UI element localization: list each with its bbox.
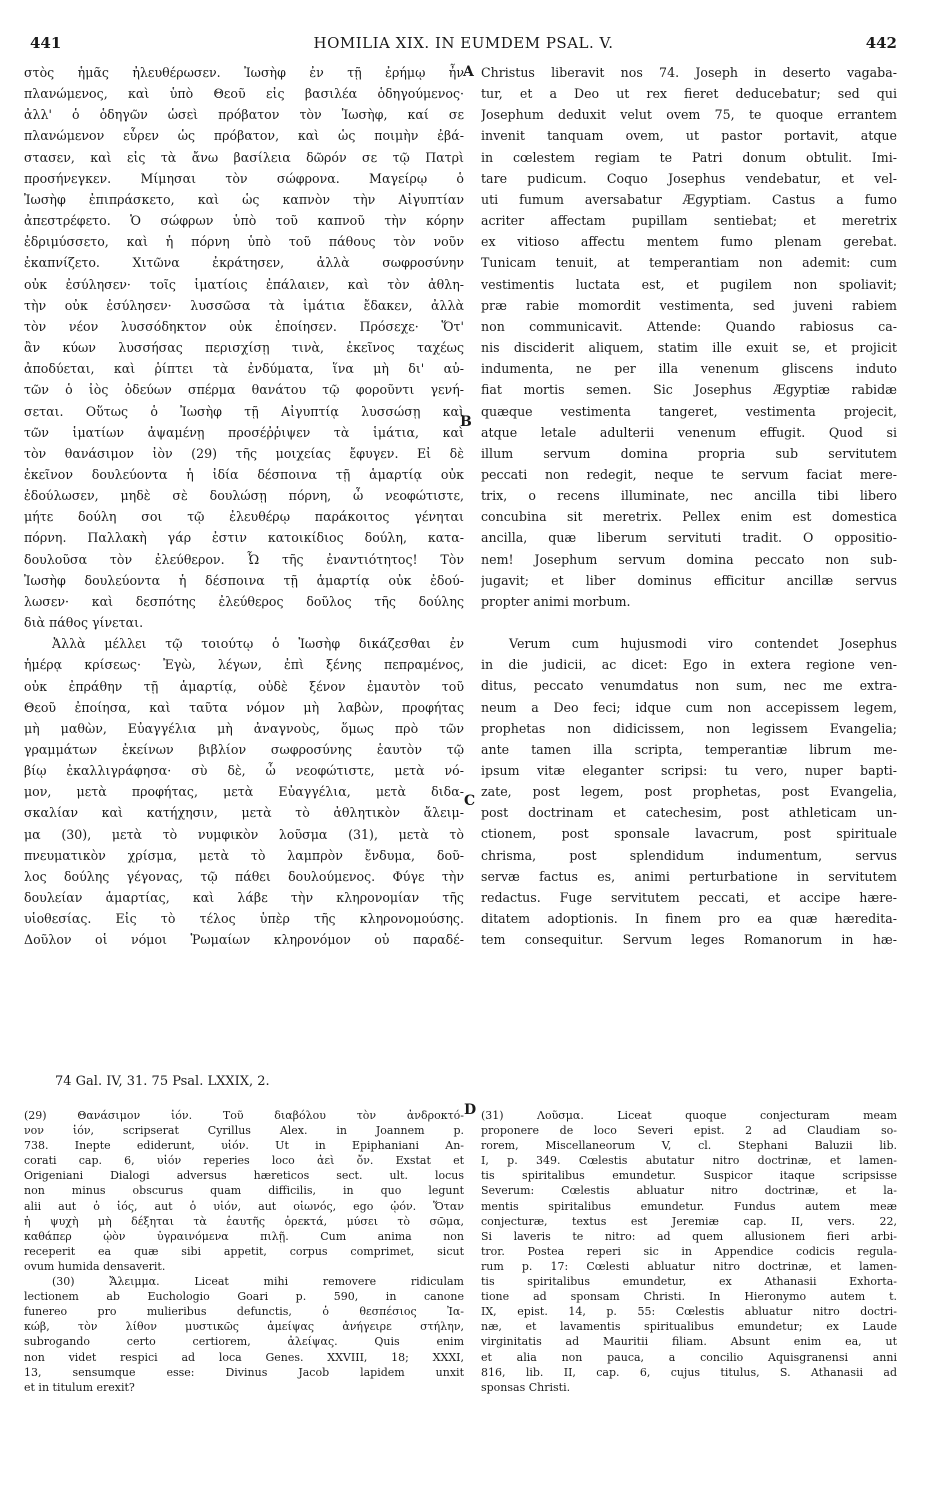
text-line: δουλείαν ἁμαρτίας, καὶ λάβε τὴν κληρονομίαν τῆς <box>24 890 464 906</box>
text-line: Δοῦλον οἱ νόμοι Ῥωμαίων κληρονόμον οὐ παραδέ- <box>24 932 464 948</box>
text-line: ex vitioso affectu mentem fumo plenam gerebat. <box>481 234 897 250</box>
text-line: nis disciderit aliquem, statim ille exuit se, et projicit <box>481 340 897 356</box>
text-line: proponere de loco Severi epist. 2 ad Claudiam so- <box>481 1124 897 1138</box>
text-line: κώβ, τὸν λίθον μυστικῶς ἀμείψας ἀνήγειρε στήλην, <box>24 1320 464 1334</box>
text-line: πνευματικὸν χρίσμα, μετὰ τὸ λαμπρὸν ἔνδυμα, δοῦ- <box>24 847 464 863</box>
page-header <box>30 34 897 56</box>
text-line: Severum: Cœlestis abluatur nitro doctrinæ, et la- <box>481 1184 897 1198</box>
text-line: acriter affectam pupillam sentiebat; et meretrix <box>481 213 897 229</box>
text-line: στασεν, καὶ εἰς τὰ ἄνω βασίλεια δῶρόν σε τῷ Πατρὶ <box>24 149 464 165</box>
text-line: ἀποδύεται, καὶ ῥίπτει τὰ ἐνδύματα, ἵνα μὴ δι' αὐ- <box>24 361 464 377</box>
text-line: μα (30), μετὰ τὸ νυμφικὸν λοῦσμα (31), μετὰ τὸ <box>24 826 464 842</box>
text-line: τὴν οὐκ ἐσύλησεν· λυσσῶσα τὰ ἱμάτια ἔδακεν, ἀλλὰ <box>24 297 464 313</box>
text-line: σεται. Οὕτως ὁ Ἰωσὴφ τῇ Αἰγυπτίᾳ λυσσώσῃ καὶ <box>24 403 464 419</box>
text-line: στὸς ἡμᾶς ἠλευθέρωσεν. Ἰωσὴφ ἐν τῇ ἐρήμῳ ἦν <box>24 65 464 80</box>
text-line: tur, et a Deo ut rex fieret deducebatur; sed qui <box>481 86 897 102</box>
text-line: in die judicii, ac dicet: Ego in extera regione ven- <box>481 657 897 673</box>
scripture-references: 74 Gal. IV, 31. 75 Psal. LXXIX, 2. <box>55 1074 270 1089</box>
text-line: non minus obscurus quam difficilis, in quo legunt <box>24 1184 464 1198</box>
text-line: tem consequitur. Servum leges Romanorum in hæ- <box>481 932 897 948</box>
text-line: ἀπεστρέφετο. Ὁ σώφρων ὑπὸ τοῦ καπνοῦ τὴν κόρην <box>24 213 464 229</box>
text-line: I, p. 349. Cœlestis abutatur nitro doctrinæ, et lamen- <box>481 1154 897 1168</box>
text-line: τῶν ἱματίων ἀψαμένῃ προσέῤῥιψεν τὰ ἱμάτια, καὶ <box>24 424 464 440</box>
text-line: σκαλίαν καὶ κατήχησιν, μετὰ τὸ ἀθλητικὸν ἄλειμ- <box>24 805 464 821</box>
section-letter-c: C <box>464 793 476 809</box>
text-line: Tunicam tenuit, at temperantiam non ademit: cum <box>481 255 897 271</box>
footnotes-left <box>24 1108 464 1395</box>
text-line: rorem, Miscellaneorum V, cl. Stephani Baluzii lib. <box>481 1139 897 1153</box>
text-line: præ rabie momordit vestimenta, sed juveni rabiem <box>481 297 897 313</box>
text-line: ditus, peccato venumdatus non sum, nec me extra- <box>481 678 897 694</box>
text-line: IX, epist. 14, p. 55: Cœlestis abluatur nitro doctri- <box>481 1305 897 1319</box>
text-line: ἡμέρᾳ κρίσεως· Ἐγὼ, λέγων, ἐπὶ ξένης πεπραμένος, <box>24 657 464 673</box>
text-line: næ, et lavamentis spiritualibus emundetur; ex Laude <box>481 1320 897 1334</box>
latin-text-column <box>481 62 897 950</box>
text-line: ante tamen illa scripta, temperantiæ librum me- <box>481 741 897 757</box>
text-line: τὸν θανάσιμον ἰὸν (29) τῆς μοιχείας ἔφυγεν. Εἰ δὲ <box>24 445 464 461</box>
text-line: indumenta, ne per illa venenum gliscens induto <box>481 361 897 377</box>
text-line: ἐκεῖνον δουλεύοντα ἡ ἰδία δέσποινα τῇ ἁμαρτίᾳ οὐκ <box>24 466 464 482</box>
text-line: οὐκ ἐσύλησεν· τοῖς ἱματίοις ἐπάλαιεν, καὶ τὸν ἀθλη- <box>24 276 464 292</box>
text-line: lectionem ab Euchologio Goari p. 590, in canone <box>24 1290 464 1304</box>
text-line: neum a Deo feci; idque cum non accepissem legem, <box>481 699 897 715</box>
text-line: πλανώμενος, καὶ ὑπὸ Θεοῦ εἰς βασιλέα ὁδηγούμενος· <box>24 86 464 102</box>
text-line: ctionem, post sponsale lavacrum, post spirituale <box>481 826 897 842</box>
text-line: non communicavit. Attende: Quando rabiosus ca- <box>481 318 897 334</box>
text-line: uti fumum aversabatur Ægyptiam. Castus a fumo <box>481 191 897 207</box>
text-line: mentis spiritalibus emundetur. Fundus autem meæ <box>481 1199 897 1213</box>
text-line: λωσεν· καὶ δεσπότης ἐλεύθερος δοῦλος τῆς δούλης <box>24 593 464 609</box>
greek-text-column <box>24 62 464 951</box>
text-line: Ἰωσὴφ δουλεύοντα ἡ δέσποινα τῇ ἁμαρτίᾳ οὐκ ἐδού- <box>24 572 464 588</box>
text-line: tione ad sponsam Christi. In Hieronymo autem t. <box>481 1290 897 1304</box>
text-line: alii aut ὁ ἰός, aut ὁ υἱόν, aut οἰωνός, ego ᾠόν. Ὅταν <box>24 1199 464 1213</box>
text-line: post doctrinam et catechesim, post athleticam un- <box>481 805 897 821</box>
text-line: et alia non pauca, a concilio Aquisgranensi anni <box>481 1350 897 1364</box>
text-line: non videt respici ad loca Genes. XXVIII, 18; XXXI, <box>24 1350 464 1364</box>
text-line: invenit tanquam ovem, ut pastor portavit, atque <box>481 128 897 144</box>
text-line: μον, μετὰ προφήτας, μετὰ Εὐαγγέλια, μετὰ διδα- <box>24 784 464 800</box>
text-line: atque letale adulterii venenum effugit. Quod si <box>481 424 897 440</box>
text-line: ditatem adoptionis. In finem pro ea quæ hæredita- <box>481 911 897 927</box>
text-line: τῶν ὁ ἰὸς ὀδεύων σπέρμα θανάτου τῷ φοροῦντι γενή- <box>24 382 464 398</box>
text-line: et in titulum erexit? <box>24 1380 135 1394</box>
text-line: (29) Θανάσιμον ἰόν. Τοῦ διαβόλου τὸν ἀνδροκτό- <box>24 1109 464 1122</box>
text-line: Origeniani Dialogi adversus hæreticos sect. ult. locus <box>24 1169 464 1183</box>
text-line: ἂν κύων λυσσήσας περισχίσῃ τινὰ, ἐκεῖνος ταχέως <box>24 340 464 356</box>
text-line: Josephum deduxit velut ovem 75, te quoque errantem <box>481 107 897 123</box>
text-line: μήτε δούλη σοι τῷ ἐλευθέρῳ παράκοιτος γένηται <box>24 509 464 525</box>
text-line: servæ factus es, animi perturbatione in servitutem <box>481 868 897 884</box>
text-line: πόρνη. Παλλακὴ γάρ ἐστιν κατοικίδιος δούλη, κατα- <box>24 530 464 546</box>
section-letter-d: D <box>464 1102 477 1118</box>
text-line: tare pudicum. Coquo Josephus vendebatur, et vel- <box>481 170 897 186</box>
text-line: (31) Λοῦσμα. Liceat quoque conjecturam meam <box>481 1109 897 1122</box>
text-line: sponsas Christi. <box>481 1380 571 1394</box>
text-line: peccati non redegit, neque te servum faciat mere- <box>481 466 897 482</box>
text-line: tis spiritalibus emundetur. Suspicor itaque scripsisse <box>481 1169 897 1183</box>
text-line: Verum cum hujusmodi viro contendet Josephus <box>509 636 897 652</box>
text-line: γραμμάτων ἐκείνων βιβλίον σωφροσύνης ἑαυτὸν τῷ <box>24 742 464 757</box>
page-number-right: 442 <box>865 34 897 52</box>
text-line: illum servum domina propria sub servitutem <box>481 445 897 461</box>
text-line: in cœlestem regiam te Patri donum obtulit. Imi- <box>481 149 897 165</box>
text-line: propter animi morbum. <box>481 593 631 609</box>
text-line: λος δούλης γέγονας, τῷ πάθει δουλούμενος. Φύγε τὴν <box>24 868 464 884</box>
text-line: 738. Inepte ediderunt, υἱόν. Ut in Epiphaniani An- <box>24 1139 464 1153</box>
text-line: trix, o recens illuminate, nec ancilla tibi libero <box>481 488 897 504</box>
text-line: νον ἰόν, scripserat Cyrillus Alex. in Joannem p. <box>24 1124 464 1138</box>
text-line: καθάπερ ᾠὸν ὑγραινόμενα πιλῇ. Cum anima non <box>24 1229 464 1243</box>
text-line: ἀλλ' ὁ ὁδηγῶν ὡσεὶ πρόβατον τὸν Ἰωσὴφ, καί σε <box>24 107 464 123</box>
text-line: διὰ πάθος γίνεται. <box>24 615 144 631</box>
text-line: chrisma, post splendidum indumentum, servus <box>481 847 897 863</box>
text-line: zate, post legem, post prophetas, post Evangelia, <box>481 784 897 800</box>
text-line: βίῳ ἐκαλλιγράφησα· σὺ δὲ, ὦ νεοφώτιστε, μετὰ νό- <box>24 763 464 779</box>
page-number-left: 441 <box>30 34 62 52</box>
text-line: ἐδριμύσσετο, καὶ ἡ πόρνη ὑπὸ τοῦ πάθους τὸν νοῦν <box>24 234 464 250</box>
text-line: virginitatis ad Mauritii filiam. Absunt enim ea, ut <box>481 1335 897 1349</box>
text-line: redactus. Fuge servitutem peccati, et accipe hære- <box>481 889 897 905</box>
text-line: τὸν νέον λυσσόδηκτον οὐκ ἐποίησεν. Πρόσεχε· Ὅτ' <box>24 318 464 334</box>
text-line: tis spiritalibus emundetur, ex Athanasii Exhorta- <box>481 1275 897 1289</box>
text-line: ἐκαπνίζετο. Χιτῶνα ἐκράτησεν, ἀλλὰ σωφροσύνην <box>24 255 464 271</box>
text-line: jugavit; et liber dominus efficitur ancillæ servus <box>481 572 897 588</box>
text-line: subrogando certo certiorem, ἀλείψας. Quis enim <box>24 1335 464 1349</box>
text-line: quæque vestimenta tangeret, vestimenta projecit, <box>481 403 897 419</box>
text-line: nem! Josephum servum domina peccato non sub- <box>481 551 897 567</box>
text-line: Si laveris te nitro: ad quem allusionem fieri arbi- <box>481 1229 897 1243</box>
text-line: ipsum vitæ eleganter scripsi: tu vero, nuper bapti- <box>481 763 897 778</box>
running-title: HOMILIA XIX. IN EUMDEM PSAL. V. <box>313 34 614 52</box>
text-line: ancilla, quæ liberum servituti tradit. O oppositio- <box>481 530 897 546</box>
text-line: 13, sensumque esse: Divinus Jacob lapidem unxit <box>24 1365 464 1379</box>
text-line: (30) Ἄλειμμα. Liceat mihi removere ridiculam <box>52 1275 464 1289</box>
text-line: vestimentis luctata est, et pugilem non spoliavit; <box>481 276 897 292</box>
text-line: funereo pro mulieribus defunctis, ὁ θεσπέσιος Ἰα- <box>24 1305 464 1319</box>
section-letter-a: A <box>463 64 474 80</box>
text-line: fiat mortis semen. Sic Josephus Ægyptiæ rabidæ <box>481 382 897 398</box>
text-line: prophetas non didicissem, non legissem Evangelia; <box>481 720 897 736</box>
text-line: Ἀλλὰ μέλλει τῷ τοιούτῳ ὁ Ἰωσὴφ δικάζεσθαι ἐν <box>52 636 464 652</box>
text-line: 816, lib. II, cap. 6, cujus titulus, S. Athanasii ad <box>481 1365 897 1379</box>
text-line: Ἰωσὴφ ἐπιπράσκετο, καὶ ὡς καπνὸν τὴν Αἰγυπτίαν <box>24 191 464 207</box>
text-line: ἐδούλωσεν, μηδὲ σὲ δουλώσῃ πόρνη, ὦ νεοφώτιστε, <box>24 488 464 504</box>
text-line: tror. Postea reperi sic in Appendice codicis regula- <box>481 1244 897 1258</box>
text-line: ἡ ψυχὴ μὴ δέξηται τὰ ἑαυτῆς ὀρεκτά, μύσει τὸ σῶμα, <box>24 1214 464 1228</box>
text-line: rum p. 17: Cœlesti abluatur nitro doctrinæ, et lamen- <box>481 1259 897 1273</box>
text-line: receperit ea quæ sibi appetit, corpus comprimet, sicut <box>24 1244 464 1258</box>
text-line: conjecturæ, textus est Jeremiæ cap. II, vers. 22, <box>481 1214 897 1228</box>
footnotes-right <box>481 1108 897 1395</box>
text-line: Θεοῦ ἐποίησα, καὶ ταῦτα νόμον μὴ λαβὼν, προφήτας <box>24 699 464 715</box>
text-line: δουλοῦσα τὸν ἐλεύθερον. Ὦ τῆς ἐναντιότητος! Τὸν <box>24 551 464 567</box>
text-line: corati cap. 6, υἱόν reperies loco ἀεὶ ὄν. Exstat et <box>24 1154 464 1168</box>
text-line: concubina sit meretrix. Pellex enim est domestica <box>481 509 897 525</box>
text-line: Christus liberavit nos 74. Joseph in deserto vagaba- <box>481 65 897 80</box>
text-line: προσήνεγκεν. Μίμησαι τὸν σώφρονα. Μαγείρῳ ὁ <box>24 170 464 186</box>
text-line: μὴ μαθὼν, Εὐαγγέλια μὴ ἀναγνοὺς, ὅμως πρὸ τῶν <box>24 720 464 736</box>
text-line: υἱοθεσίας. Εἰς τὸ τέλος ὑπὲρ τῆς κληρονομούσης. <box>24 911 464 927</box>
section-letter-b: B <box>460 414 472 430</box>
text-line: πλανώμενον εὗρεν ὡς πρόβατον, καὶ ὡς ποιμὴν ἐβά- <box>24 128 464 144</box>
text-line: ovum humida densaverit. <box>24 1259 166 1273</box>
text-line: οὐκ ἐπράθην τῇ ἁμαρτίᾳ, οὐδὲ ξένον ἐμαυτὸν τοῦ <box>24 678 464 694</box>
